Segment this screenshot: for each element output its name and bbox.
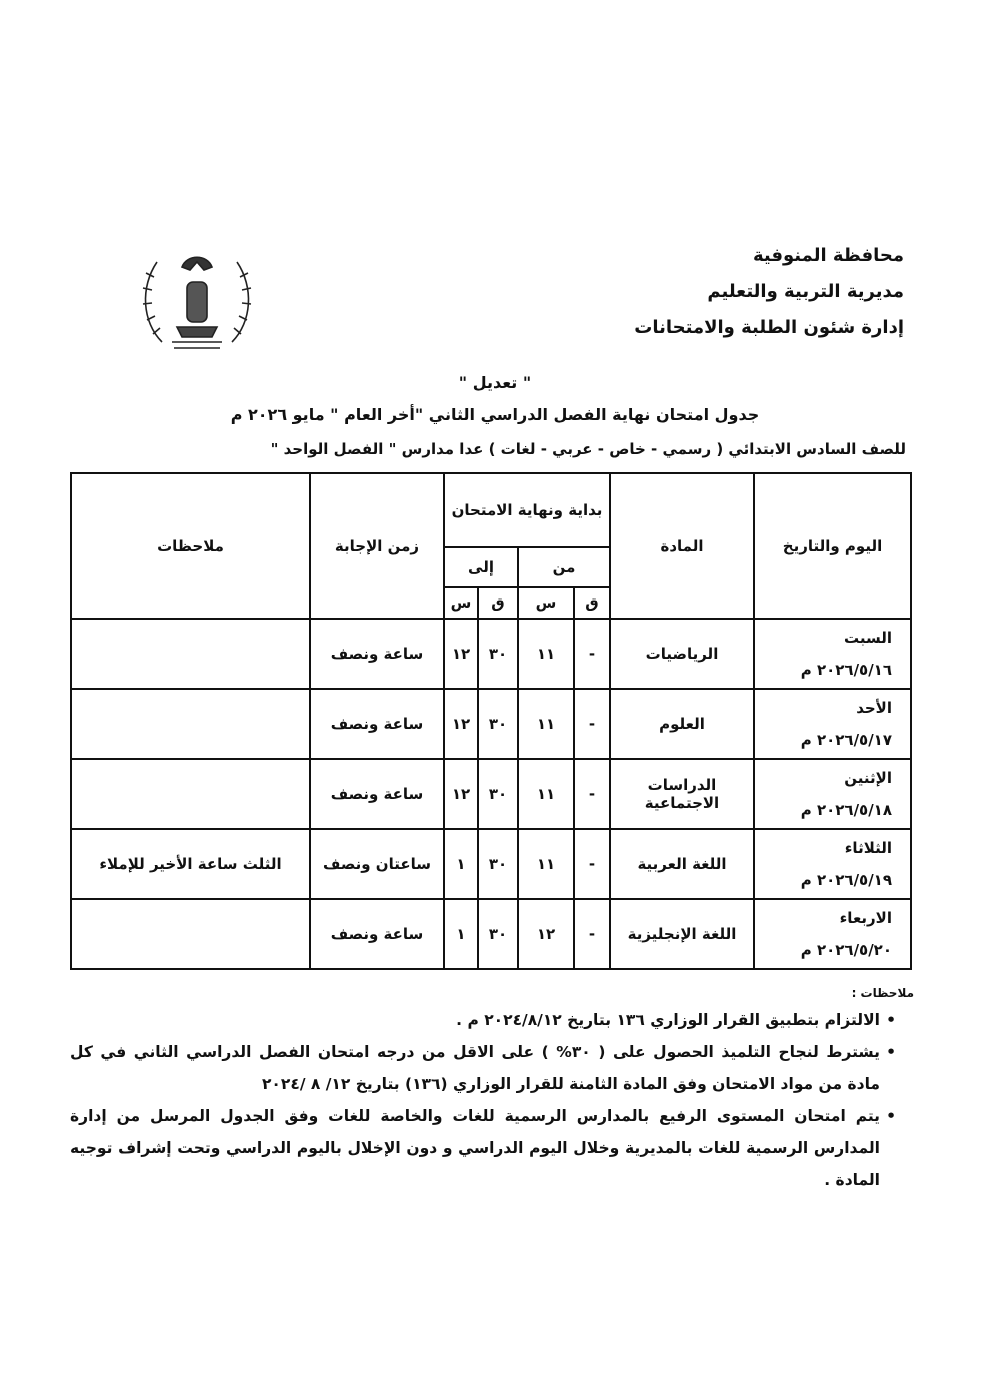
day-date-cell (754, 829, 911, 899)
exam-schedule-table (70, 472, 912, 970)
to-hour-cell: ١ (444, 899, 478, 969)
header-from-hour: س (518, 587, 574, 619)
subject-cell: الرياضيات (610, 619, 754, 689)
duration-cell: ساعة ونصف (310, 759, 444, 829)
to-hour-cell: ١ (444, 829, 478, 899)
governorate-name: محافظة المنوفية (752, 245, 904, 266)
from-minute-cell: - (574, 829, 610, 899)
subject-cell: العلوم (610, 689, 754, 759)
header-subject: المادة (610, 473, 754, 619)
header-notes: ملاحظات (71, 473, 310, 619)
note-cell: الثلث ساعة الأخير للإملاء (71, 829, 310, 899)
title-block (70, 368, 920, 466)
list-item: • يشترط لنجاح التلميذ الحصول على ( ٣٠% ) على الاقل من درجه امتحان الفصل الدراسي الثاني في كل مادة من مواد الامتحان وفق المادة الثامنة للقرار الوزاري (١٣٦) بتاريخ ١٢/ ٨ /٢٠٢٤ (70, 1036, 896, 1100)
to-minute-cell: ٣٠ (478, 759, 518, 829)
exam-date: ٢٠٢٦/٥/١٩ م (800, 871, 892, 889)
notes-list (70, 1004, 910, 1196)
from-hour-cell: ١١ (518, 759, 574, 829)
to-minute-cell: ٣٠ (478, 619, 518, 689)
header-duration: زمن الإجابة (310, 473, 444, 619)
table-row (71, 619, 911, 689)
from-minute-cell: - (574, 619, 610, 689)
modification-label: " تعديل " (458, 373, 532, 392)
day-name: الأحد (856, 699, 892, 717)
notes-section (70, 986, 914, 1196)
day-date-cell (754, 689, 911, 759)
day-name: السبت (843, 629, 892, 647)
from-minute-cell: - (574, 899, 610, 969)
note-cell (71, 759, 310, 829)
header-from-minute: ق (574, 587, 610, 619)
department-name: إدارة شئون الطلبة والامتحانات (634, 317, 904, 338)
from-hour-cell: ١١ (518, 829, 574, 899)
from-hour-cell: ١٢ (518, 899, 574, 969)
header-to: إلى (444, 547, 518, 587)
table-row (71, 899, 911, 969)
day-date-cell (754, 759, 911, 829)
list-item: • يتم امتحان المستوى الرفيع بالمدارس الرسمية للغات والخاصة للغات وفق الجدول المرسل من إدارة المدارس الرسمية للغات بالمديرية وخلال اليوم الدراسي و دون الإخلال باليوم الدراسي وتحت إشراف توجيه المادة . (70, 1100, 896, 1196)
table-row (71, 829, 911, 899)
table-row (71, 689, 911, 759)
directorate-name: مديرية التربية والتعليم (707, 281, 904, 302)
to-hour-cell: ١٢ (444, 759, 478, 829)
notes-title: ملاحظات : (851, 986, 914, 1000)
header-from: من (518, 547, 610, 587)
day-date-cell (754, 899, 911, 969)
subject-cell: الدراسات الاجتماعية (610, 759, 754, 829)
schedule-subtitle: للصف السادس الابتدائي ( رسمي - خاص - عربي - لغات ) عدا مدارس " الفصل الواحد " (270, 440, 906, 458)
header-start-end: بداية ونهاية الامتحان (444, 473, 610, 547)
day-name: الإثنين (844, 769, 892, 787)
exam-date: ٢٠٢٦/٥/١٦ م (800, 661, 892, 679)
exam-date: ٢٠٢٦/٥/١٧ م (800, 731, 892, 749)
office-header (584, 238, 904, 346)
exam-date: ٢٠٢٦/٥/٢٠ م (800, 941, 892, 959)
to-hour-cell: ١٢ (444, 689, 478, 759)
duration-cell: ساعة ونصف (310, 899, 444, 969)
note-cell (71, 899, 310, 969)
duration-cell: ساعة ونصف (310, 689, 444, 759)
from-minute-cell: - (574, 759, 610, 829)
day-name: الاربعاء (839, 909, 892, 927)
day-date-cell (754, 619, 911, 689)
header-to-minute: ق (478, 587, 518, 619)
to-hour-cell: ١٢ (444, 619, 478, 689)
to-minute-cell: ٣٠ (478, 829, 518, 899)
schedule-title: جدول امتحان نهاية الفصل الدراسي الثاني "أخر العام " مايو ٢٠٢٦ م (230, 405, 760, 424)
duration-cell: ساعتان ونصف (310, 829, 444, 899)
list-item: • الالتزام بتطبيق القرار الوزاري ١٣٦ بتاريخ ٢٠٢٤/٨/١٢ م . (70, 1004, 896, 1036)
subject-cell: اللغة العربية (610, 829, 754, 899)
from-hour-cell: ١١ (518, 689, 574, 759)
governorate-emblem-icon (132, 242, 262, 362)
day-name: الثلاثاء (844, 839, 892, 857)
header-day-date: اليوم والتاريخ (754, 473, 911, 619)
from-minute-cell: - (574, 689, 610, 759)
duration-cell: ساعة ونصف (310, 619, 444, 689)
exam-date: ٢٠٢٦/٥/١٨ م (800, 801, 892, 819)
note-cell (71, 619, 310, 689)
subject-cell: اللغة الإنجليزية (610, 899, 754, 969)
from-hour-cell: ١١ (518, 619, 574, 689)
to-minute-cell: ٣٠ (478, 899, 518, 969)
to-minute-cell: ٣٠ (478, 689, 518, 759)
header-to-hour: س (444, 587, 478, 619)
table-row (71, 759, 911, 829)
note-cell (71, 689, 310, 759)
